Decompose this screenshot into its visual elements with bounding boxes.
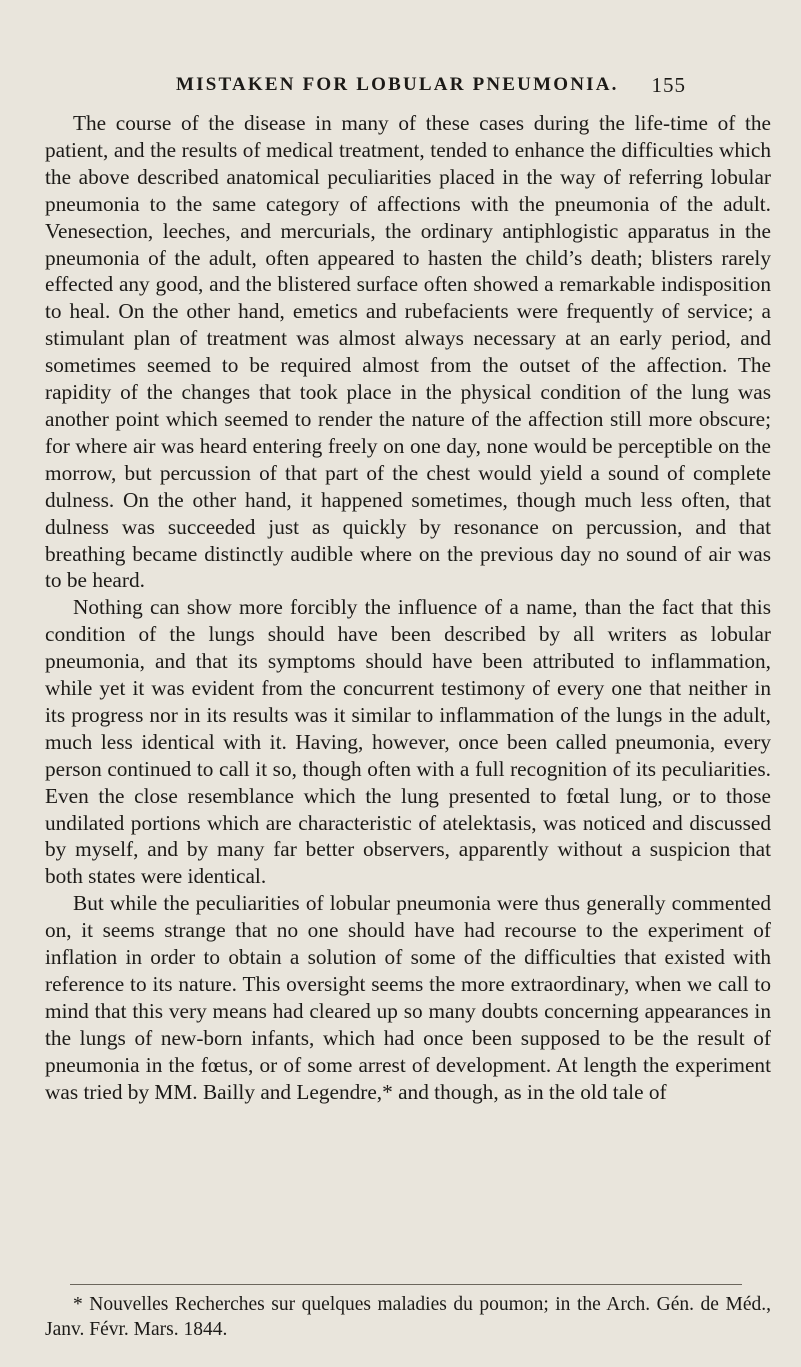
footnote: * Nouvelles Recherches sur quelques maladies du poumon; in the Arch. Gén. de Méd., Janv. Févr. Mars. 1844. (45, 1294, 771, 1340)
paragraph-2: Nothing can show more forcibly the influence of a name, than the fact that this condition of the lungs should have been described by all writers as lobular pneumonia, and that its symptoms should have been attributed to inflammation, while yet it was evident from the concurrent testimony of every one that neither in its progress nor in its results was it similar to inflammation of the lungs in the adult, much less identical with it. Having, however, once been called pneumonia, every person continued to call it so, though often with a full recognition of its peculiarities. Even the close resemblance which the lung presented to fœtal lung, or to those undilated portions which are characteristic of atelektasis, was noticed and discussed by myself, and by many far better observers, apparently without a suspicion that both states were identical. (45, 595, 771, 889)
paragraph-1: The course of the disease in many of these cases during the life-time of the patient, and the results of medical treatment, tended to enhance the difficulties which the above described anatomical peculiarities placed in the way of referring lobular pneumonia to the same category of affections with the pneumonia of the adult. Venesection, leeches, and mercurials, the ordinary antiphlogistic apparatus in the pneumonia of the adult, often appeared to hasten the child’s death; blisters rarely effected any good, and the blistered surface often showed a remarkable indisposition to heal. On the other hand, emetics and rubefacients were frequently of service; a stimulant plan of treatment was almost always necessary at an early period, and sometimes seemed to be required almost from the outset of the affection. The rapidity of the changes that took place in the physical condition of the lung was another point which seemed to render the nature of the affection still more obscure; for where air was heard entering freely on one day, none would be perceptible on the morrow, but percussion of that part of the chest would yield a sound of complete dulness. On the other hand, it happened sometimes, though much less often, that dulness was succeeded just as quickly by resonance on percussion, and that breathing became distinctly audible where on the previous day no sound of air was to be heard. (45, 111, 771, 593)
running-head (176, 74, 686, 100)
running-title: MISTAKEN FOR LOBULAR PNEUMONIA. (176, 74, 619, 95)
footnote-rule (70, 1284, 742, 1285)
paragraph-3: But while the peculiarities of lobular pneumonia were thus generally commented on, it seems strange that no one should have had recourse to the experiment of inflation in order to obtain a solution of some of the difficulties that existed with reference to its nature. This oversight seems the more extraordinary, when we call to mind that this very means had cleared up so many doubts concerning appearances in the lungs of new-born infants, which had once been supposed to be the result of pneumonia in the fœtus, or of some arrest of development. At length the experiment was tried by MM. Bailly and Legendre,* and though, as in the old tale of (45, 891, 771, 1104)
body-text (45, 110, 771, 1106)
page-number: 155 (651, 73, 686, 97)
